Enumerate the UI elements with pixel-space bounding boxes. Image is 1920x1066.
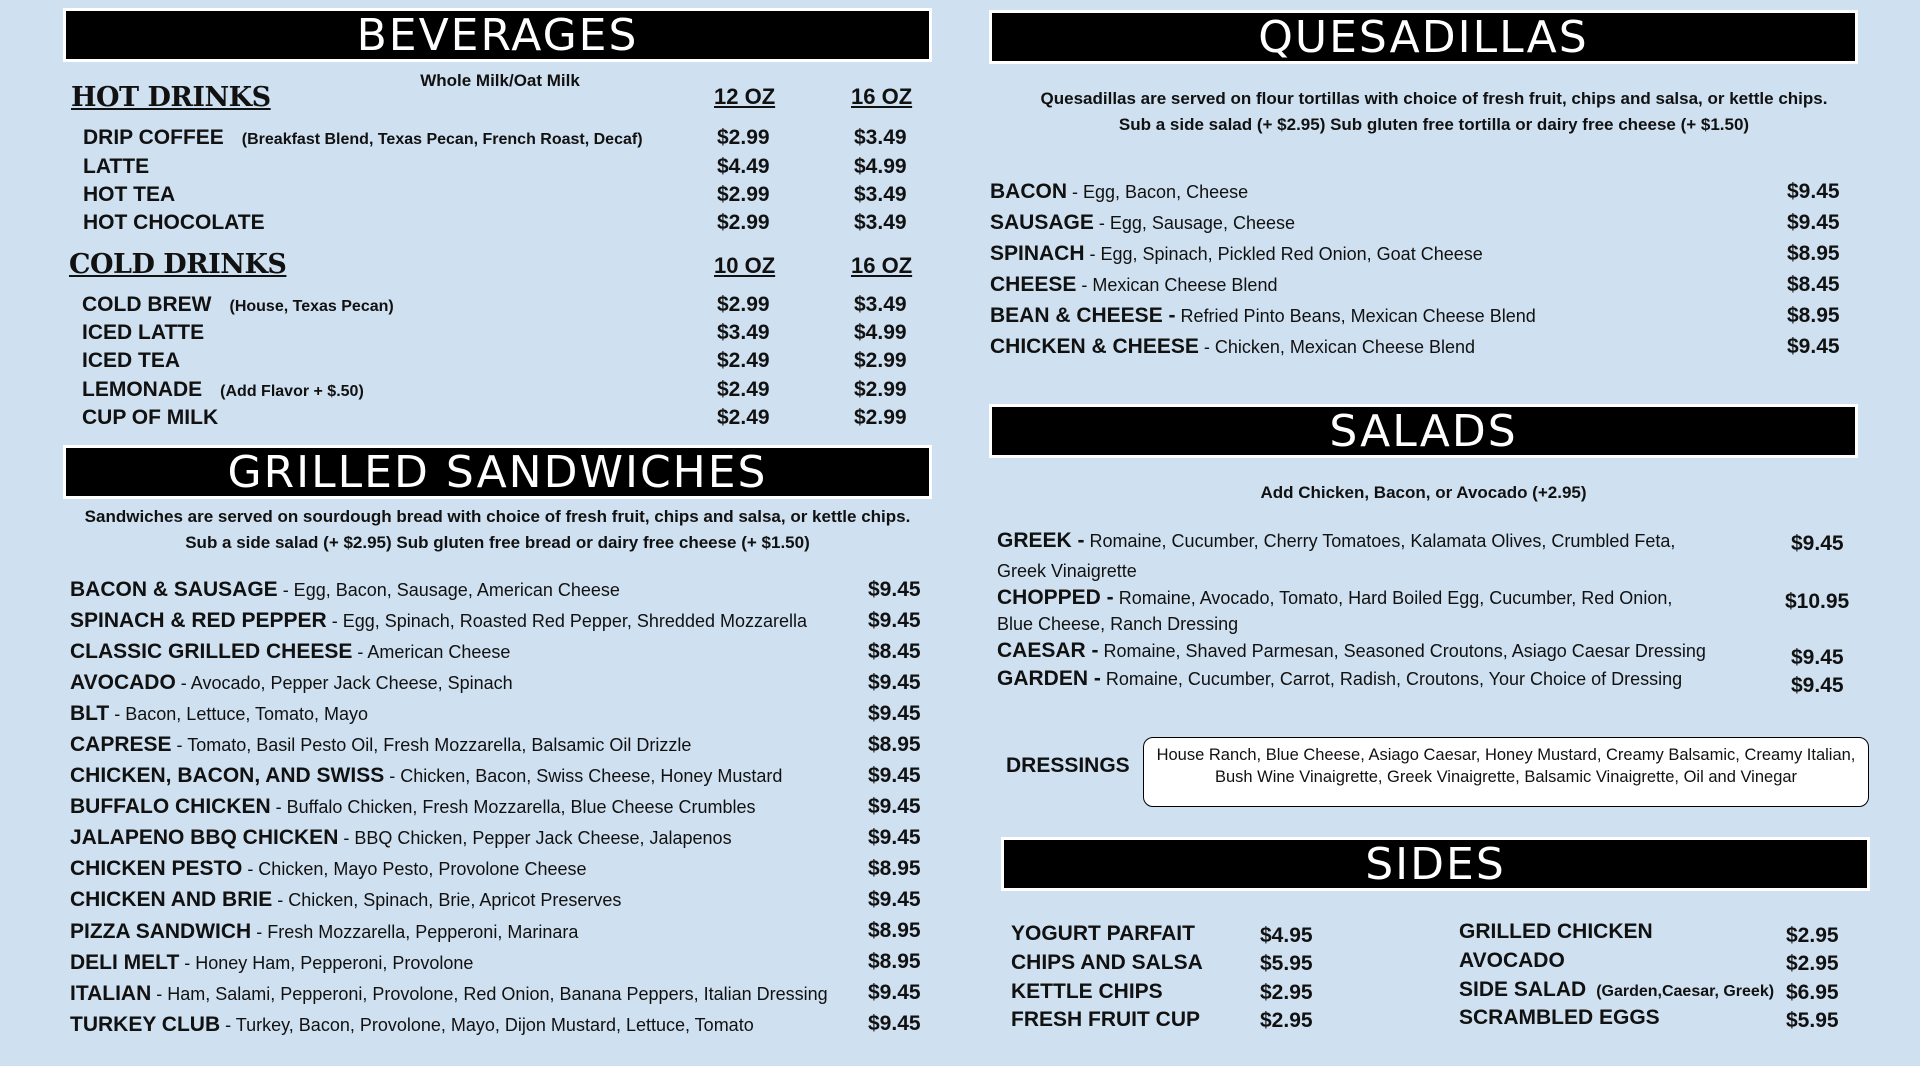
- item-price: $2.95: [1786, 924, 1839, 947]
- item-name: ITALIAN: [70, 982, 152, 1005]
- dressings-box: [1143, 737, 1869, 807]
- drink-price-1: $3.49: [717, 321, 770, 344]
- drink-price-1: $2.99: [717, 211, 770, 234]
- item-name: KETTLE CHIPS: [1011, 980, 1163, 1003]
- list-item: [1459, 976, 1774, 1004]
- item-desc: - Avocado, Pepper Jack Cheese, Spinach: [175, 673, 513, 693]
- list-item: [1459, 1004, 1660, 1032]
- item-desc: Refried Pinto Beans, Mexican Cheese Blend: [1175, 306, 1536, 326]
- cold-col2-heading: 16 OZ: [851, 253, 913, 278]
- item-name: CAPRESE: [70, 733, 172, 756]
- item-name: CHIPS AND SALSA: [1011, 951, 1203, 974]
- milk-note: Whole Milk/Oat Milk: [420, 71, 580, 90]
- drink-price-2: $2.99: [854, 406, 907, 429]
- item-desc: - Egg, Spinach, Roasted Red Pepper, Shredded Mozzarella: [326, 611, 808, 631]
- item-price: $2.95: [1260, 981, 1313, 1004]
- item-desc: - Buffalo Chicken, Fresh Mozzarella, Blue Cheese Crumbles: [270, 797, 756, 817]
- item-name: BACON & SAUSAGE: [70, 578, 278, 601]
- item-desc: - Turkey, Bacon, Provolone, Mayo, Dijon Mustard, Lettuce, Tomato: [220, 1015, 754, 1035]
- drink-name: HOT CHOCOLATE: [83, 211, 265, 234]
- list-item: [70, 638, 510, 666]
- item-name: CHICKEN & CHEESE: [990, 335, 1199, 358]
- item-desc: Romaine, Cucumber, Carrot, Radish, Croutons, Your Choice of Dressing: [1100, 669, 1683, 689]
- list-item: [997, 584, 1672, 612]
- item-price: $5.95: [1786, 1009, 1839, 1032]
- drink-price-1: $4.49: [717, 155, 770, 178]
- item-price: $9.45: [868, 764, 921, 787]
- item-desc: - Chicken, Mayo Pesto, Provolone Cheese: [242, 859, 587, 879]
- list-item: [997, 527, 1675, 555]
- cold-drink-row: [82, 376, 364, 404]
- item-name: CHICKEN AND BRIE: [70, 888, 273, 911]
- item-name: SIDE SALAD: [1459, 978, 1587, 1001]
- dressings-line-1: House Ranch, Blue Cheese, Asiago Caesar, Honey Mustard, Creamy Balsamic, Creamy Italian,: [1156, 746, 1856, 764]
- cold-col1-heading: 10 OZ: [714, 253, 776, 278]
- hot-drinks-heading: HOT DRINKS: [71, 82, 271, 113]
- item-desc: - Mexican Cheese Blend: [1076, 275, 1278, 295]
- item-price: $8.45: [1787, 273, 1840, 296]
- item-name: GREEK -: [997, 529, 1085, 552]
- cold-drink-row: [82, 347, 180, 375]
- salads-note: Add Chicken, Bacon, or Avocado (+2.95): [1260, 483, 1587, 502]
- list-item: [70, 576, 620, 604]
- sandwiches-banner: GRILLED SANDWICHES: [63, 445, 932, 499]
- cold-drink-row: [82, 319, 204, 347]
- item-name: CAESAR -: [997, 639, 1099, 662]
- quesadillas-banner: QUESADILLAS: [989, 10, 1858, 64]
- sandwiches-note-1: Sandwiches are served on sourdough bread with choice of fresh fruit, chips and salsa, or kettle chips.: [84, 507, 911, 526]
- list-item: [70, 700, 368, 728]
- item-desc: - Chicken, Bacon, Swiss Cheese, Honey Mustard: [384, 766, 783, 786]
- item-name: TURKEY CLUB: [70, 1013, 221, 1036]
- list-item: [990, 209, 1295, 237]
- item-price: $2.95: [1786, 952, 1839, 975]
- drink-name: COLD BREW: [82, 293, 212, 316]
- item-price: $9.45: [868, 826, 921, 849]
- item-name: BEAN & CHEESE -: [990, 304, 1176, 327]
- drink-name: LEMONADE: [82, 378, 203, 401]
- item-price: $6.95: [1786, 981, 1839, 1004]
- sides-banner: SIDES: [1001, 837, 1870, 891]
- item-price: $8.95: [1787, 304, 1840, 327]
- item-desc: - Chicken, Mexican Cheese Blend: [1198, 337, 1476, 357]
- drink-sub: (Add Flavor + $.50): [220, 383, 364, 400]
- item-desc: - Fresh Mozzarella, Pepperoni, Marinara: [251, 922, 579, 942]
- item-desc: - Egg, Spinach, Pickled Red Onion, Goat Cheese: [1084, 244, 1483, 264]
- list-item: [990, 302, 1536, 330]
- item-desc: - Egg, Bacon, Cheese: [1067, 182, 1249, 202]
- list-item: [70, 949, 473, 977]
- dressings-line-2: Bush Wine Vinaigrette, Greek Vinaigrette, Balsamic Vinaigrette, Oil and Vinegar: [1214, 768, 1798, 786]
- hot-drink-row: [83, 153, 149, 181]
- drink-price-2: $2.99: [854, 349, 907, 372]
- quesadillas-note-1: Quesadillas are served on flour tortillas with choice of fresh fruit, chips and salsa, or kettle chips.: [1040, 89, 1828, 108]
- list-item: [997, 637, 1706, 665]
- list-item: [70, 1011, 754, 1039]
- drink-price-2: $4.99: [854, 155, 907, 178]
- item-name: SPINACH: [990, 242, 1085, 265]
- list-item: [997, 665, 1682, 693]
- item-name: YOGURT PARFAIT: [1011, 922, 1195, 945]
- item-price: $9.45: [868, 981, 921, 1004]
- list-item: [990, 271, 1277, 299]
- item-desc: - American Cheese: [352, 642, 511, 662]
- list-item: [990, 178, 1248, 206]
- item-price: $8.95: [868, 919, 921, 942]
- list-item: [70, 762, 782, 790]
- item-price: $8.95: [868, 857, 921, 880]
- item-name: GARDEN -: [997, 667, 1101, 690]
- list-item: [990, 240, 1483, 268]
- item-price: $9.45: [1787, 335, 1840, 358]
- item-name: FRESH FRUIT CUP: [1011, 1008, 1200, 1031]
- drink-sub: (Breakfast Blend, Texas Pecan, French Roast, Decaf): [241, 131, 643, 148]
- item-desc: - Egg, Sausage, Cheese: [1093, 213, 1295, 233]
- item-desc: - Tomato, Basil Pesto Oil, Fresh Mozzarella, Balsamic Oil Drizzle: [171, 735, 692, 755]
- item-name: AVOCADO: [1459, 949, 1565, 972]
- item-name: CHEESE: [990, 273, 1077, 296]
- drink-price-1: $2.99: [717, 126, 770, 149]
- list-item-cont: [997, 557, 1137, 585]
- list-item: [1011, 978, 1163, 1006]
- item-price: $10.95: [1785, 590, 1850, 613]
- drink-sub: (House, Texas Pecan): [229, 298, 394, 315]
- drink-price-1: $2.49: [717, 378, 770, 401]
- item-name: CHICKEN, BACON, AND SWISS: [70, 764, 385, 787]
- item-price: $2.95: [1260, 1009, 1313, 1032]
- drink-name: HOT TEA: [83, 183, 176, 206]
- list-item-cont: [997, 610, 1238, 638]
- item-name: BUFFALO CHICKEN: [70, 795, 271, 818]
- item-price: $9.45: [1787, 211, 1840, 234]
- item-name: SPINACH & RED PEPPER: [70, 609, 327, 632]
- drink-price-2: $3.49: [854, 126, 907, 149]
- item-name: DELI MELT: [70, 951, 180, 974]
- quesadillas-note-2: Sub a side salad (+ $2.95) Sub gluten free tortilla or dairy free cheese (+ $1.50): [1118, 115, 1750, 134]
- item-name: CHICKEN PESTO: [70, 857, 243, 880]
- item-desc: Greek Vinaigrette: [997, 561, 1137, 581]
- item-desc: - Honey Ham, Pepperoni, Provolone: [179, 953, 474, 973]
- item-price: $9.45: [868, 888, 921, 911]
- list-item: [70, 607, 807, 635]
- drink-price-1: $2.99: [717, 183, 770, 206]
- item-desc: Romaine, Avocado, Tomato, Hard Boiled Egg, Cucumber, Red Onion,: [1113, 588, 1673, 608]
- item-price: $9.45: [1791, 646, 1844, 669]
- item-name: CHOPPED -: [997, 586, 1114, 609]
- item-desc: Romaine, Cucumber, Cherry Tomatoes, Kalamata Olives, Crumbled Feta,: [1084, 531, 1676, 551]
- sandwiches-note-2: Sub a side salad (+ $2.95) Sub gluten free bread or dairy free cheese (+ $1.50): [185, 533, 810, 552]
- item-price: $9.45: [868, 609, 921, 632]
- list-item: [70, 855, 586, 883]
- drink-price-1: $2.49: [717, 349, 770, 372]
- item-name: CLASSIC GRILLED CHEESE: [70, 640, 353, 663]
- hot-col2-heading: 16 OZ: [851, 84, 913, 109]
- item-desc: - BBQ Chicken, Pepper Jack Cheese, Jalapenos: [338, 828, 732, 848]
- item-name: PIZZA SANDWICH: [70, 920, 252, 943]
- item-name: GRILLED CHICKEN: [1459, 920, 1653, 943]
- item-name: JALAPENO BBQ CHICKEN: [70, 826, 339, 849]
- item-name: AVOCADO: [70, 671, 176, 694]
- drink-name: LATTE: [83, 155, 150, 178]
- item-price: $5.95: [1260, 952, 1313, 975]
- drink-price-1: $2.99: [717, 293, 770, 316]
- hot-drink-row: [83, 124, 643, 152]
- drink-price-2: $3.49: [854, 293, 907, 316]
- item-price: $9.45: [1791, 532, 1844, 555]
- item-desc: - Chicken, Spinach, Brie, Apricot Preserves: [272, 890, 622, 910]
- drink-price-2: $2.99: [854, 378, 907, 401]
- list-item: [70, 886, 621, 914]
- item-price: $9.45: [1787, 180, 1840, 203]
- item-price: $9.45: [868, 702, 921, 725]
- list-item: [70, 980, 828, 1008]
- list-item: [1459, 918, 1653, 946]
- item-price: $8.95: [868, 950, 921, 973]
- cold-drink-row: [82, 291, 394, 319]
- item-desc: Romaine, Shaved Parmesan, Seasoned Croutons, Asiago Caesar Dressing: [1098, 641, 1706, 661]
- item-price: $9.45: [868, 578, 921, 601]
- item-name: BACON: [990, 180, 1067, 203]
- salads-banner: SALADS: [989, 404, 1858, 458]
- item-desc: Blue Cheese, Ranch Dressing: [997, 614, 1239, 634]
- drink-price-2: $4.99: [854, 321, 907, 344]
- cold-drink-row: [82, 404, 218, 432]
- item-price: $9.45: [868, 795, 921, 818]
- cold-drinks-heading: COLD DRINKS: [69, 249, 287, 280]
- list-item: [70, 669, 513, 697]
- drink-name: DRIP COFFEE: [83, 126, 224, 149]
- hot-col1-heading: 12 OZ: [714, 84, 776, 109]
- item-price: $8.95: [1787, 242, 1840, 265]
- item-price: $4.95: [1260, 924, 1313, 947]
- drink-price-2: $3.49: [854, 183, 907, 206]
- list-item: [70, 731, 691, 759]
- item-desc: - Egg, Bacon, Sausage, American Cheese: [277, 580, 620, 600]
- list-item: [1459, 947, 1565, 975]
- hot-drink-row: [83, 181, 175, 209]
- item-price: $8.95: [868, 733, 921, 756]
- list-item: [70, 793, 756, 821]
- item-price: $8.45: [868, 640, 921, 663]
- item-price: $9.45: [868, 1012, 921, 1035]
- item-name: BLT: [70, 702, 110, 725]
- item-name: SCRAMBLED EGGS: [1459, 1006, 1660, 1029]
- item-price: $9.45: [1791, 674, 1844, 697]
- beverages-banner: BEVERAGES: [63, 8, 932, 62]
- dressings-label: DRESSINGS: [1006, 754, 1130, 777]
- item-desc: - Ham, Salami, Pepperoni, Provolone, Red Onion, Banana Peppers, Italian Dressing: [151, 984, 828, 1004]
- list-item: [1011, 920, 1195, 948]
- drink-name: ICED TEA: [82, 349, 181, 372]
- drink-name: ICED LATTE: [82, 321, 205, 344]
- drink-name: CUP OF MILK: [82, 406, 219, 429]
- list-item: [990, 333, 1475, 361]
- item-name: SAUSAGE: [990, 211, 1094, 234]
- item-price: $9.45: [868, 671, 921, 694]
- item-desc: - Bacon, Lettuce, Tomato, Mayo: [109, 704, 369, 724]
- drink-price-1: $2.49: [717, 406, 770, 429]
- hot-drink-row: [83, 209, 265, 237]
- drink-price-2: $3.49: [854, 211, 907, 234]
- list-item: [70, 918, 578, 946]
- list-item: [1011, 1006, 1200, 1034]
- list-item: [1011, 949, 1203, 977]
- item-sub: (Garden,Caesar, Greek): [1596, 983, 1775, 1000]
- list-item: [70, 824, 732, 852]
